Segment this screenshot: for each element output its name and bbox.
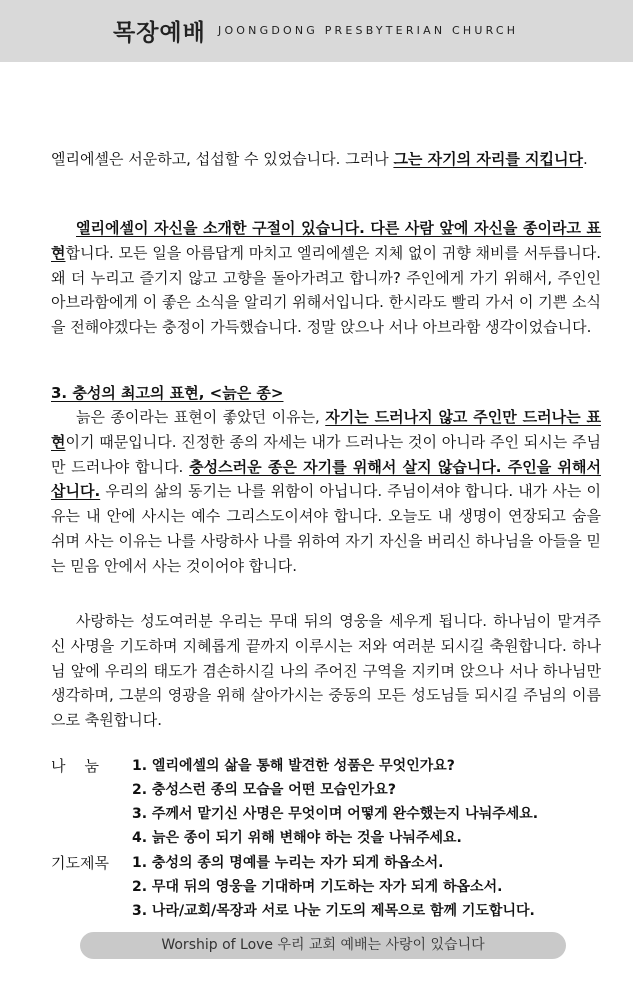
paragraph-3-text-1: 늙은 종이라는 표현이 좋았던 이유는, (76, 408, 326, 426)
prayer-item-3: 3. 나라/교회/목장과 서로 나눈 기도의 제목으로 함께 기도합니다. (132, 903, 535, 919)
prayer-item-1: 1. 충성의 종의 명예를 누리는 자가 되게 하옵소서. (132, 855, 444, 871)
paragraph-3 (51, 405, 601, 579)
prayer-label: 기도제목 (51, 854, 109, 872)
sharing-question-4: 4. 늙은 종이 되기 위해 변해야 하는 것을 나눠주세요. (132, 830, 462, 846)
sharing-question-2: 2. 충성스런 종의 모습을 어떤 모습인가요? (132, 782, 396, 798)
sharing-label: 나 눔 (51, 757, 100, 775)
sharing-section (51, 755, 611, 855)
sharing-question-1: 1. 엘리에셀의 삶을 통해 발견한 성품은 무엇인가요? (132, 758, 455, 774)
prayer-section (51, 852, 611, 928)
header-subtitle: JOONGDONG PRESBYTERIAN CHURCH (218, 24, 519, 37)
paragraph-4 (51, 609, 601, 733)
page-header (0, 0, 633, 62)
paragraph-3-emphasis-1: 자기는 드러나지 않고 주인만 드러나는 표현 (51, 408, 601, 451)
paragraph-3-text-2: 이기 때문입니다. 진정한 종의 자세는 내가 드러나는 것이 아니라 주인 되시는 주님만 드러나야 합니다. (51, 432, 601, 476)
footer-banner: Worship of Love 우리 교회 예배는 사랑이 있습니다 (80, 932, 566, 959)
paragraph-2-text: 합니다. 모든 일을 아름답게 마치고 엘리에셀은 지체 없이 귀향 채비를 서두릅니다. 왜 더 누리고 즐기지 않고 고향을 돌아가려고 합니까? 주인에게 가기 위해서, 주인인 아브라함에게 이 좋은 소식을 알리기 위해서입니다. 한시라도 빨리 가서 이 기쁜 소식을 전해야겠다는 충정이 가득했습니다. 정말 앉으나 서나 아브라함 생각이었습니다. (51, 243, 601, 337)
paragraph-3-emphasis-2: 충성스러운 종은 자기를 위해서 살지 않습니다. 주인을 위해서 삽니다. (51, 457, 601, 501)
paragraph-1-emphasis: 그는 자기의 자리를 지킵니다 (393, 150, 583, 168)
paragraph-4-text: 사랑하는 성도여러분 우리는 무대 뒤의 영웅을 세우게 됩니다. 하나님이 맡겨주신 사명을 기도하며 지혜롭게 끝까지 이루시는 저와 여러분 되시길 축원합니다. 하나님 앞에 우리의 태도가 겸손하시길 나의 주어진 구역을 지키며 앉으나 서나 하나님만 생각하며, 그분의 영광을 위해 살아가시는 중동의 모든 성도님들 되시길 주님의 이름으로 축원합니다. (51, 612, 601, 730)
paragraph-2-emphasis: 엘리에셀이 자신을 소개한 구절이 있습니다. 다른 사람 앞에 자신을 종이라고 표현 (51, 219, 601, 262)
prayer-item-2: 2. 무대 뒤의 영웅을 기대하며 기도하는 자가 되게 하옵소서. (132, 879, 503, 895)
section-3-title: 3. 충성의 최고의 표현, <늙은 종> (51, 384, 284, 402)
header-title: 목장예배 (113, 20, 206, 46)
paragraph-1 (51, 147, 601, 172)
sharing-question-3: 3. 주께서 맡기신 사명은 무엇이며 어떻게 완수했는지 나눠주세요. (132, 806, 539, 822)
paragraph-2 (51, 216, 601, 340)
paragraph-1-text: 엘리에셀은 서운하고, 섭섭할 수 있었습니다. 그러나 (51, 150, 394, 168)
paragraph-3-text-3: 우리의 삶의 동기는 나를 위함이 아닙니다. 주님이셔야 합니다. 내가 사는 이유는 내 안에 사시는 예수 그리스도이셔야 합니다. 오늘도 내 생명이 연장되고 숨을 쉬며 사는 이유는 나를 사랑하사 나를 위하여 자기 자신을 버리신 하나님을 아들을 믿는 믿음 안에서 사는 것이어야 합니다. (51, 482, 601, 575)
paragraph-1-end: . (583, 150, 588, 168)
